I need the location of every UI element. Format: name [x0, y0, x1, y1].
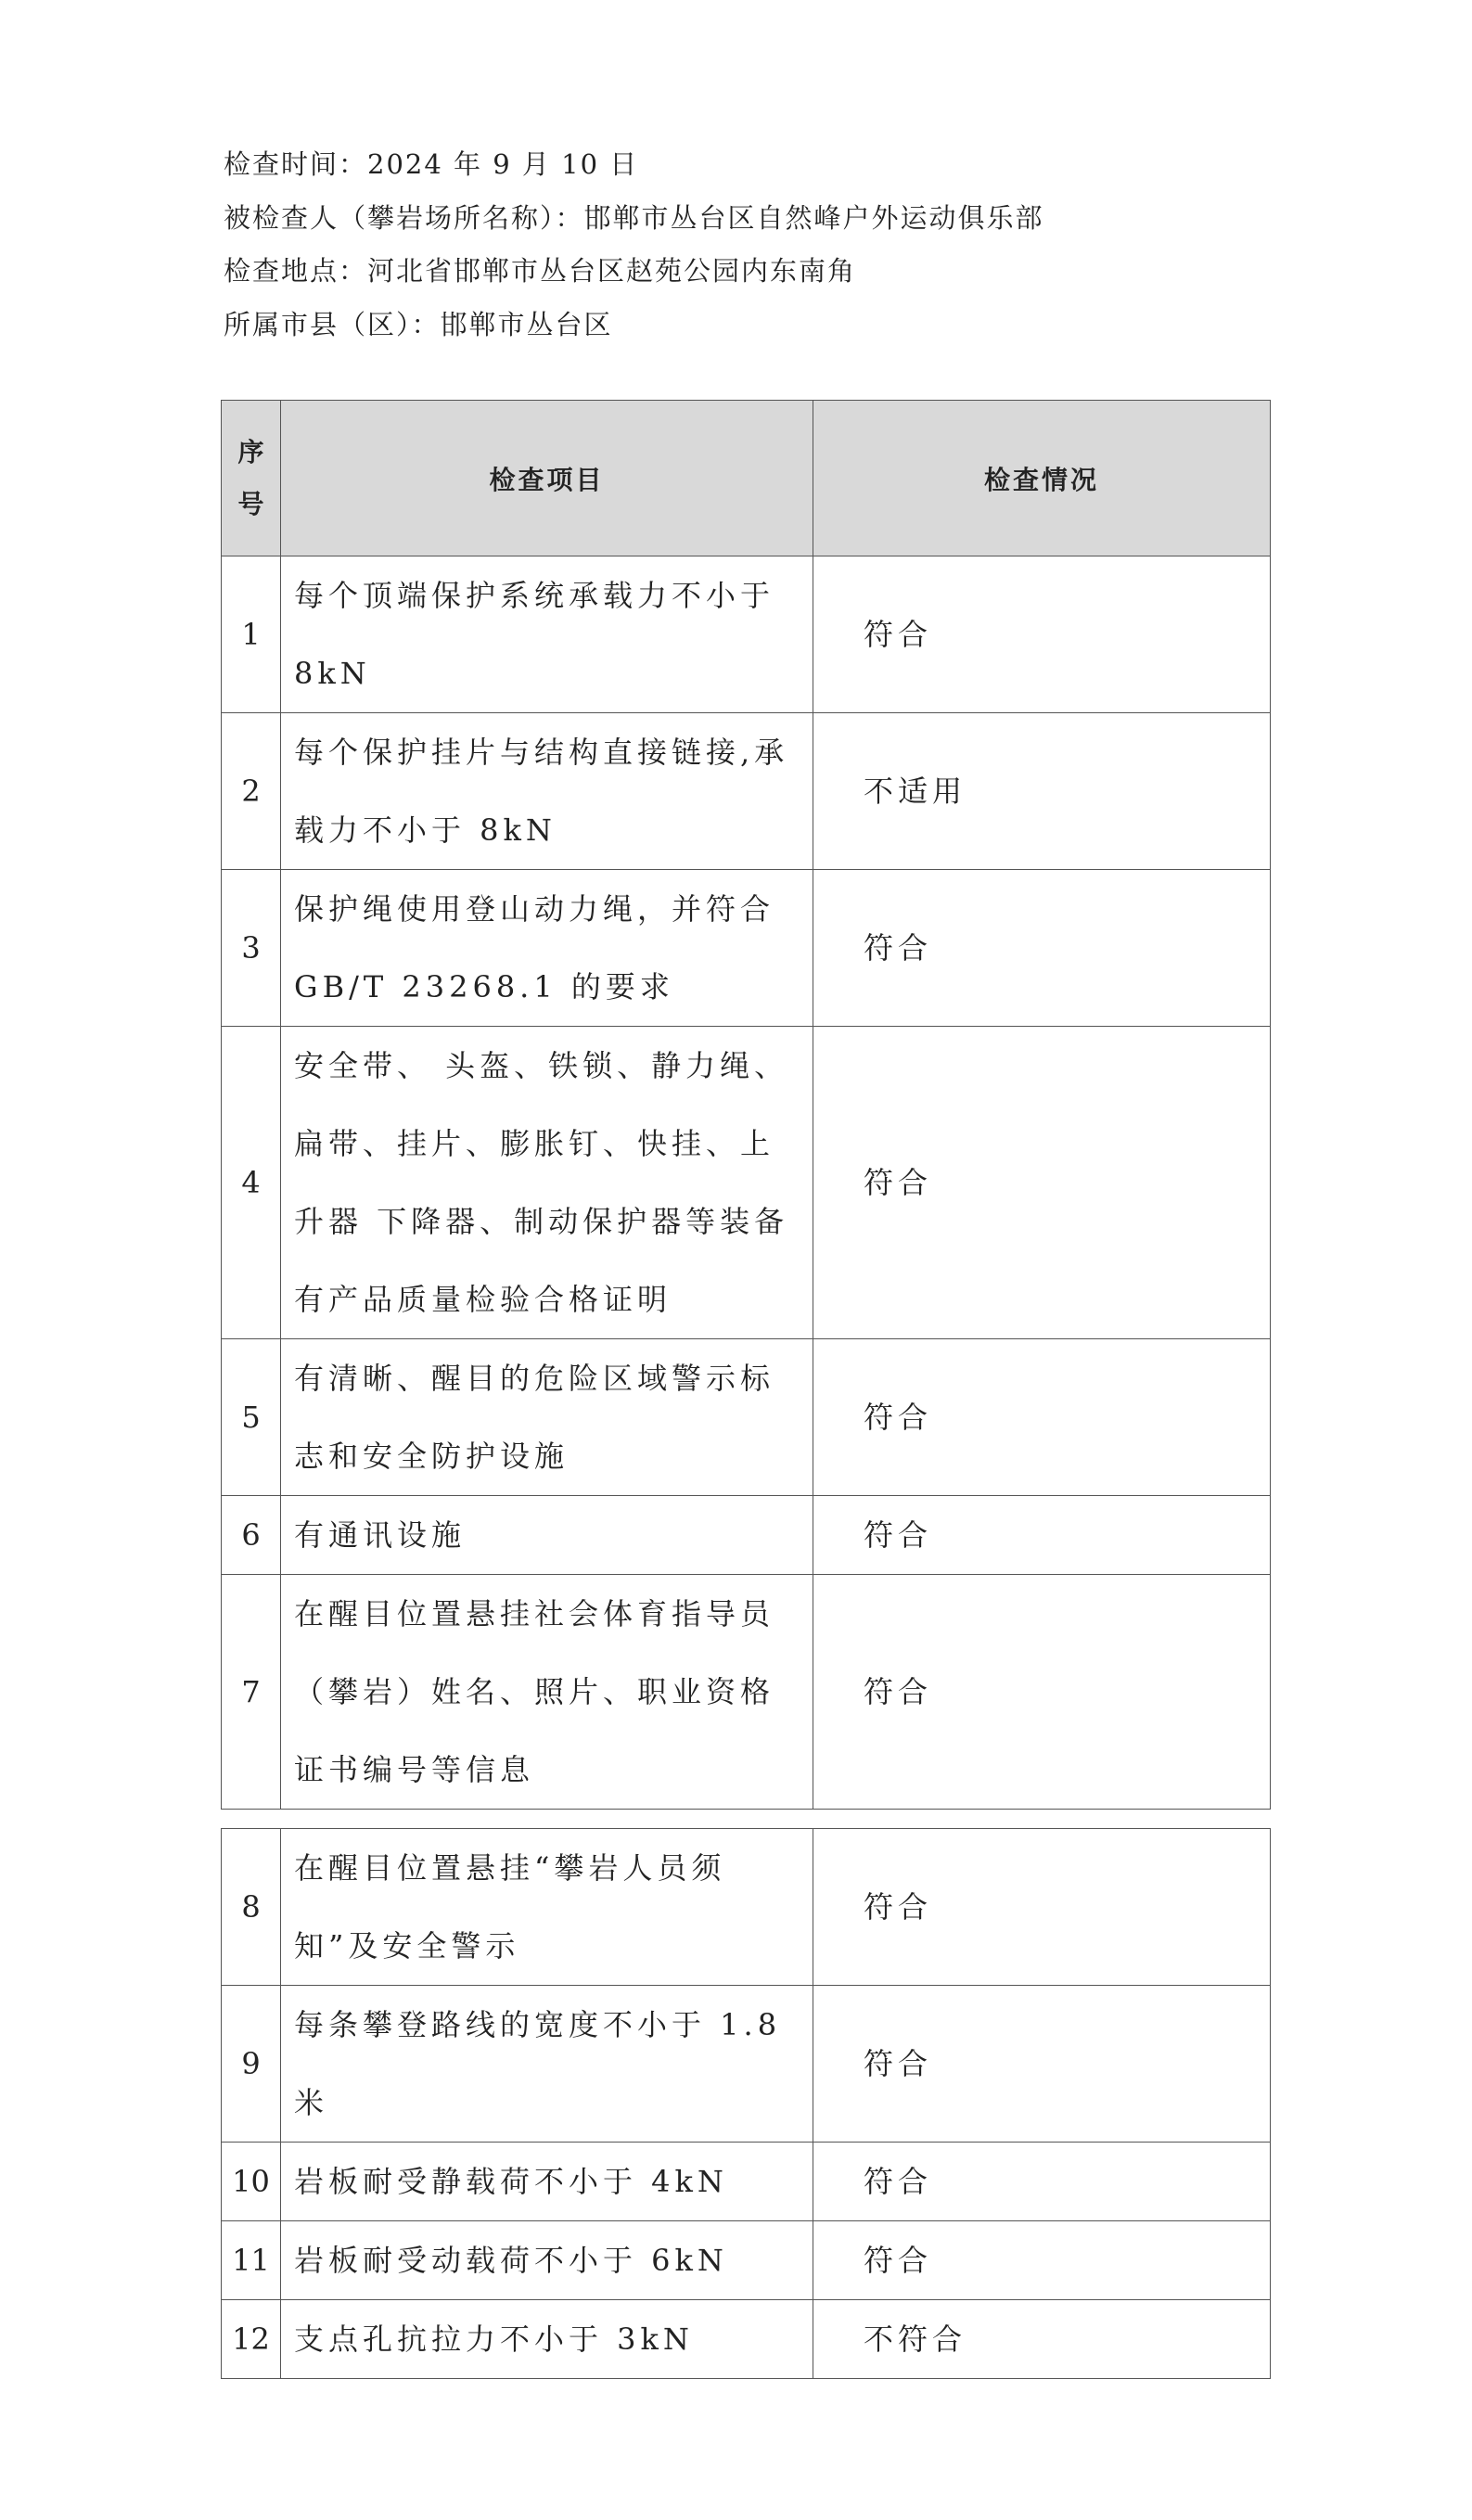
table-row — [222, 1496, 1271, 1575]
check-item: 岩板耐受动载荷不小于 6kN — [281, 2221, 813, 2300]
inspected-party: 被检查人（攀岩场所名称）：邯郸市丛台区自然峰户外运动俱乐部 — [224, 202, 1044, 234]
table-row — [222, 2221, 1271, 2300]
check-item: 有清晰、醒目的危险区域警示标志和安全防护设施 — [281, 1339, 813, 1496]
row-number: 3 — [222, 870, 281, 1027]
check-status: 符合 — [813, 556, 1271, 713]
inspection-location: 检查地点：河北省邯郸市丛台区赵苑公园内东南角 — [224, 255, 857, 287]
status-header: 检查情况 — [813, 401, 1271, 556]
seq-header-line2: 号 — [237, 488, 264, 519]
check-item: 支点孔抗拉力不小于 3kN — [281, 2300, 813, 2379]
row-number: 11 — [222, 2221, 281, 2300]
check-item: 每个顶端保护系统承载力不小于 8kN — [281, 556, 813, 713]
check-status: 符合 — [813, 1986, 1271, 2143]
check-status: 符合 — [813, 870, 1271, 1027]
check-item: 在醒目位置悬挂社会体育指导员（攀岩）姓名、照片、职业资格证书编号等信息 — [281, 1575, 813, 1810]
check-status: 符合 — [813, 1496, 1271, 1575]
check-status: 符合 — [813, 1575, 1271, 1810]
item-header: 检查项目 — [281, 401, 813, 556]
row-number: 9 — [222, 1986, 281, 2143]
table-row — [222, 556, 1271, 713]
check-status: 不适用 — [813, 713, 1271, 870]
inspection-table-part-1 — [221, 400, 1271, 1810]
row-number: 2 — [222, 713, 281, 870]
check-item: 在醒目位置悬挂“攀岩人员须知”及安全警示 — [281, 1829, 813, 1986]
row-number: 7 — [222, 1575, 281, 1810]
check-item: 每条攀登路线的宽度不小于 1.8 米 — [281, 1986, 813, 2143]
row-number: 1 — [222, 556, 281, 713]
table-row — [222, 2143, 1271, 2221]
row-number: 10 — [222, 2143, 281, 2221]
check-status: 符合 — [813, 1829, 1271, 1986]
row-number: 6 — [222, 1496, 281, 1575]
table-row — [222, 1829, 1271, 1986]
check-item: 保护绳使用登山动力绳，并符合 GB/T 23268.1 的要求 — [281, 870, 813, 1027]
inspection-table-part-2 — [221, 1828, 1271, 2379]
row-number: 4 — [222, 1027, 281, 1339]
table-row — [222, 1339, 1271, 1496]
check-item: 每个保护挂片与结构直接链接,承载力不小于 8kN — [281, 713, 813, 870]
table-row — [222, 2300, 1271, 2379]
row-number: 12 — [222, 2300, 281, 2379]
check-item: 岩板耐受静载荷不小于 4kN — [281, 2143, 813, 2221]
district: 所属市县（区）：邯郸市丛台区 — [224, 309, 613, 340]
check-status: 不符合 — [813, 2300, 1271, 2379]
seq-header — [222, 401, 281, 556]
check-status: 符合 — [813, 1027, 1271, 1339]
check-status: 符合 — [813, 2143, 1271, 2221]
table-row — [222, 1027, 1271, 1339]
check-status: 符合 — [813, 1339, 1271, 1496]
table-header-row — [222, 401, 1271, 556]
row-number: 5 — [222, 1339, 281, 1496]
row-number: 8 — [222, 1829, 281, 1986]
table-row — [222, 1575, 1271, 1810]
seq-header-line1: 序 — [237, 436, 264, 467]
check-item: 有通讯设施 — [281, 1496, 813, 1575]
check-item: 安全带、 头盔、铁锁、静力绳、扁带、挂片、膨胀钉、快挂、上升器 下降器、制动保护器等装备有产品质量检验合格证明 — [281, 1027, 813, 1339]
check-status: 符合 — [813, 2221, 1271, 2300]
table-row — [222, 1986, 1271, 2143]
table-row — [222, 870, 1271, 1027]
table-row — [222, 713, 1271, 870]
inspection-time: 检查时间：2024 年 9 月 10 日 — [224, 148, 639, 180]
